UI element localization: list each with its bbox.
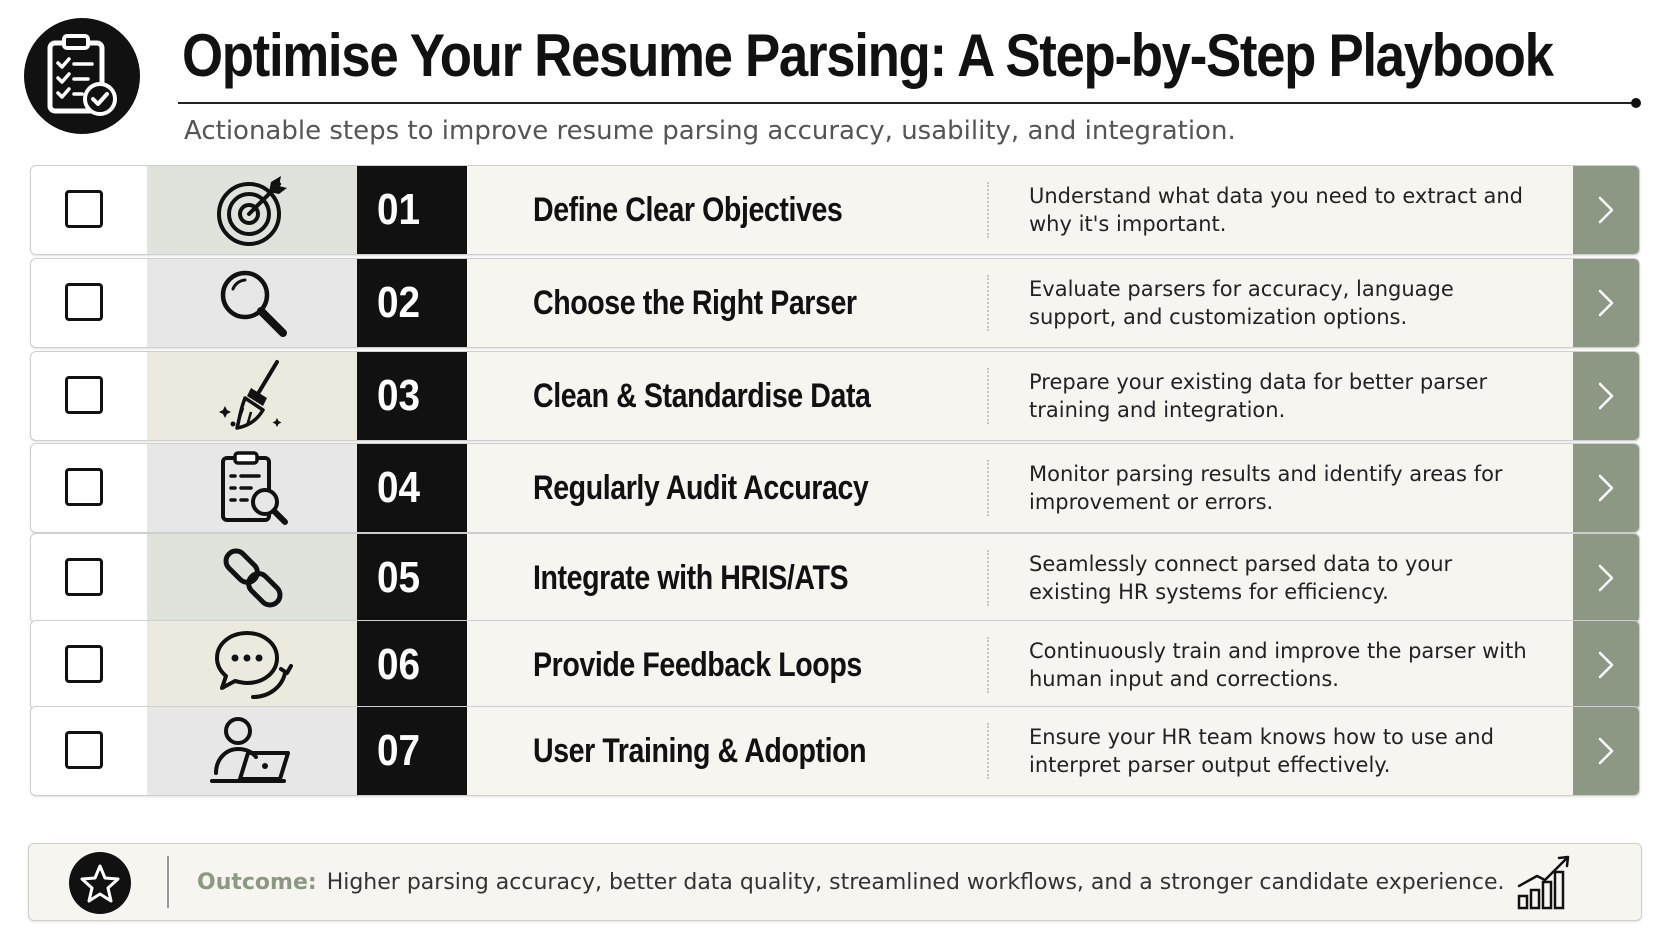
- step-checkbox[interactable]: [65, 190, 103, 228]
- broom-icon: [215, 358, 291, 434]
- step-expand-button[interactable]: [1573, 352, 1639, 440]
- step-body: [467, 352, 1575, 440]
- step-title: Regularly Audit Accuracy: [533, 468, 869, 507]
- step-icon-panel: [147, 707, 359, 795]
- step-body: [467, 707, 1575, 795]
- step-number: 04: [377, 463, 421, 512]
- step-number-block: [357, 534, 467, 622]
- checklist-icon: [44, 33, 120, 119]
- step-divider: [987, 368, 989, 424]
- step-icon-panel: [147, 352, 359, 440]
- step-checkbox[interactable]: [65, 468, 103, 506]
- step-body: [467, 534, 1575, 622]
- step-icon-panel: [147, 166, 359, 254]
- step-row[interactable]: [30, 706, 1640, 796]
- step-expand-button[interactable]: [1573, 534, 1639, 622]
- step-description: Seamlessly connect parsed data to your existing HR systems for efficiency.: [1029, 552, 1453, 604]
- step-row[interactable]: [30, 620, 1640, 710]
- step-expand-button[interactable]: [1573, 621, 1639, 709]
- step-row[interactable]: [30, 165, 1640, 255]
- step-divider: [987, 275, 989, 331]
- step-checkbox[interactable]: [65, 558, 103, 596]
- magnifier-icon: [215, 265, 291, 341]
- step-number: 02: [377, 278, 421, 327]
- page-title: Optimise Your Resume Parsing: A Step-by-Step Playbook: [182, 22, 1553, 89]
- step-expand-button[interactable]: [1573, 259, 1639, 347]
- step-number: 05: [377, 553, 421, 602]
- chevron-right-icon: [1597, 195, 1615, 225]
- step-divider: [987, 182, 989, 238]
- step-number-block: [357, 707, 467, 795]
- step-checkbox[interactable]: [65, 645, 103, 683]
- outcome-text: Higher parsing accuracy, better data quality, streamlined workflows, and a stronger candidate experience.: [326, 869, 1505, 895]
- header-badge: [24, 18, 140, 134]
- user-laptop-icon: [208, 715, 298, 787]
- step-checkbox[interactable]: [65, 283, 103, 321]
- step-description: Monitor parsing results and identify areas for improvement or errors.: [1029, 462, 1503, 514]
- step-number: 07: [377, 726, 421, 775]
- title-rule: [178, 102, 1636, 104]
- step-expand-button[interactable]: [1573, 707, 1639, 795]
- title-rule-dot: [1631, 98, 1641, 108]
- step-title: User Training & Adoption: [533, 731, 867, 770]
- chevron-right-icon: [1597, 288, 1615, 318]
- step-icon-panel: [147, 534, 359, 622]
- step-description: Understand what data you need to extract and why it's important.: [1029, 184, 1524, 236]
- outcome-divider: [167, 856, 169, 908]
- step-checkbox[interactable]: [65, 376, 103, 414]
- step-icon-panel: [147, 621, 359, 709]
- step-icon-panel: [147, 444, 359, 532]
- feedback-chat-icon: [213, 627, 293, 703]
- chevron-right-icon: [1597, 563, 1615, 593]
- outcome-text-row: [197, 844, 1504, 920]
- step-title: Integrate with HRIS/ATS: [533, 558, 849, 597]
- step-body: [467, 259, 1575, 347]
- step-divider: [987, 550, 989, 606]
- step-description: Evaluate parsers for accuracy, language support, and customization options.: [1029, 277, 1454, 329]
- outcome-label: Outcome:: [197, 869, 317, 895]
- chevron-right-icon: [1597, 736, 1615, 766]
- step-number-block: [357, 259, 467, 347]
- step-description: Prepare your existing data for better parser training and integration.: [1029, 370, 1488, 422]
- step-number-block: [357, 444, 467, 532]
- step-description: Continuously train and improve the parser with human input and corrections.: [1029, 639, 1527, 691]
- step-title: Define Clear Objectives: [533, 190, 843, 229]
- step-checkbox[interactable]: [65, 731, 103, 769]
- star-badge: [69, 852, 131, 914]
- chevron-right-icon: [1597, 381, 1615, 411]
- step-row[interactable]: [30, 351, 1640, 441]
- chevron-right-icon: [1597, 473, 1615, 503]
- step-number: 03: [377, 371, 421, 420]
- step-expand-button[interactable]: [1573, 166, 1639, 254]
- page-subtitle: Actionable steps to improve resume parsing accuracy, usability, and integration.: [184, 116, 1236, 146]
- step-divider: [987, 637, 989, 693]
- step-body: [467, 621, 1575, 709]
- step-title: Choose the Right Parser: [533, 283, 857, 322]
- step-number: 06: [377, 640, 421, 689]
- step-divider: [987, 723, 989, 779]
- step-number-block: [357, 352, 467, 440]
- step-row[interactable]: [30, 258, 1640, 348]
- step-description: Ensure your HR team knows how to use and interpret parser output effectively.: [1029, 725, 1494, 777]
- step-body: [467, 166, 1575, 254]
- step-body: [467, 444, 1575, 532]
- audit-clipboard-icon: [215, 450, 291, 526]
- target-icon: [215, 172, 291, 248]
- link-icon: [215, 540, 291, 616]
- step-number-block: [357, 166, 467, 254]
- step-icon-panel: [147, 259, 359, 347]
- step-expand-button[interactable]: [1573, 444, 1639, 532]
- step-divider: [987, 460, 989, 516]
- chevron-right-icon: [1597, 650, 1615, 680]
- step-row[interactable]: [30, 533, 1640, 623]
- step-row[interactable]: [30, 443, 1640, 533]
- growth-chart-icon: [1515, 852, 1575, 912]
- step-number-block: [357, 621, 467, 709]
- step-title: Clean & Standardise Data: [533, 376, 871, 415]
- star-icon: [80, 863, 120, 903]
- step-number: 01: [377, 185, 421, 234]
- outcome-banner: [28, 843, 1642, 921]
- step-title: Provide Feedback Loops: [533, 645, 862, 684]
